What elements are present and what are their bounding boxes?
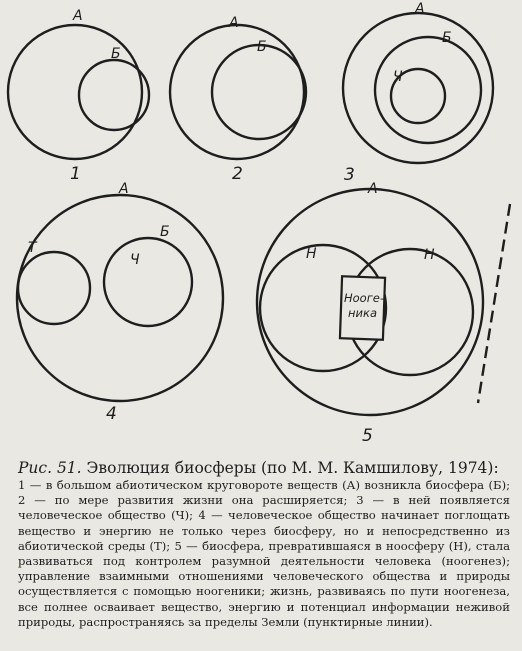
panel-4-number: 4 [106, 404, 117, 424]
panel-2-circle-a [170, 25, 304, 159]
panel-3-label-a: А [415, 1, 425, 17]
panel-1-circle-a [8, 25, 142, 159]
panel-4-circle-t [18, 252, 90, 324]
caption-body: 1 — в большом абиотическом круговороте веществ (А) возникла биосфера (Б); 2 — по мере развития жизни она расширяется; 3 — в ней появляется человеческое общество (Ч); 4 — человеческое общество начинает поглощать вещество и энергию не только через биосферу, но и непосредственно из абиотической среды (Т); 5 — биосфера, превратившаяся в ноосферу (Н), стала развиваться под контролем разумной деятельности человека (ноогенез); управление взаимными отношениями человеческого общества и природы осуществляется с помощью ноогеники; жизнь, развиваясь по пути ноогенеза, все полнее осваивает вещество, энергию и потенциал информации неживой природы, распространяясь за пределы Земли (пунктирные линии). [18, 478, 510, 629]
panel-5-label-a: А [368, 181, 378, 197]
panel-4-label-t: Т [28, 240, 37, 256]
panel-2 [170, 15, 306, 184]
panel-4-circle-a [17, 195, 223, 401]
panel-1 [8, 8, 149, 184]
panel-2-label-b: Б [257, 39, 267, 55]
caption-figure-label: Рис. 51. [18, 459, 82, 477]
panel-5-label-n-right: Н [424, 247, 435, 263]
panel-4-label-ch: Ч [130, 252, 140, 268]
panel-4-circle-b [104, 238, 192, 326]
caption-heading [18, 458, 510, 478]
figure-caption [18, 458, 510, 630]
noogenika-label-line1: Ноoге- [344, 291, 384, 305]
panel-3-label-ch: Ч [393, 69, 403, 85]
panel-2-circle-b [212, 45, 306, 139]
panel-5-label-n-left: Н [306, 246, 317, 262]
caption-title: Эволюция биосферы (по М. М. Камшилову, 1974): [86, 459, 499, 477]
panel-3-circle-a [343, 13, 493, 163]
panel-4 [17, 181, 223, 424]
panel-5 [257, 181, 510, 446]
panel-3 [343, 1, 493, 185]
panel-1-label-b: Б [111, 46, 121, 62]
panel-1-number: 1 [70, 164, 81, 184]
panel-5-number: 5 [362, 426, 373, 446]
panel-2-label-a: А [229, 15, 239, 31]
panel-2-number: 2 [232, 164, 243, 184]
panel-1-label-a: А [73, 8, 83, 24]
panel-3-label-b: Б [442, 30, 452, 46]
panel-4-label-b: Б [160, 224, 170, 240]
noogenika-label-line2: ника [348, 306, 377, 320]
panel-3-number: 3 [344, 165, 355, 185]
panel-4-label-a: А [119, 181, 129, 197]
panel-1-circle-b [79, 60, 149, 130]
